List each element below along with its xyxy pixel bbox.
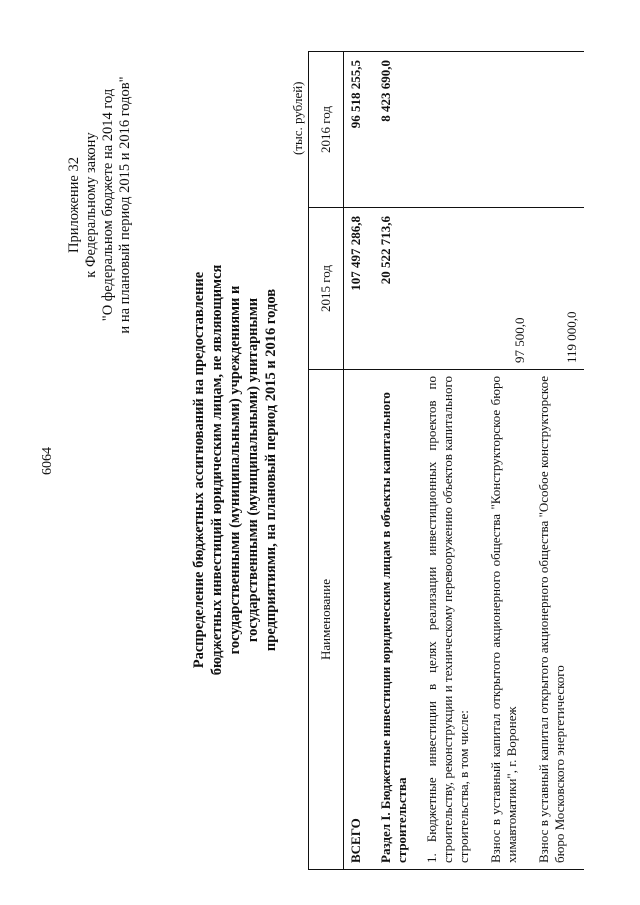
title-line: Распределение бюджетных ассигнований на предоставление <box>191 271 207 669</box>
row-name: Взнос в уставный капитал открытого акционерного общества "Конструкторское бюро химавтоматики", г. Воронеж <box>484 370 532 870</box>
table-row <box>532 52 584 870</box>
row-value-2015: 107 497 286,8 <box>344 208 375 370</box>
appendix-line: "О федеральном бюджете на 2014 год <box>100 88 116 322</box>
header-name: Наименование <box>309 370 344 870</box>
row-value-2015: 20 522 713,6 <box>374 208 420 370</box>
table-row <box>484 52 532 870</box>
row-value-2016: 8 423 690,0 <box>374 52 420 208</box>
table-header-row <box>309 52 344 870</box>
page-number: 6064 <box>40 447 55 475</box>
table-row <box>420 52 484 870</box>
header-2015: 2015 год <box>309 208 344 370</box>
row-value-2015 <box>420 208 484 370</box>
row-value-2015: 119 000,0 <box>532 208 584 370</box>
title-line: предприятиями, на плановый период 2015 и 2016 годов <box>263 288 279 652</box>
row-name: Взнос в уставный капитал открытого акционерного общества "Особое конструкторское бюро Московского энергетического <box>532 370 584 870</box>
row-name: 1. Бюджетные инвестиции в целях реализации инвестиционных проектов по строительству, реконструкции и техническому перевооружению объектов капитального строительства, в том числе: <box>420 370 484 870</box>
title-line: государственными (муниципальными) учреждениями и <box>227 285 243 655</box>
title-line: государственными (муниципальными) унитарными <box>245 297 261 643</box>
row-value-2016 <box>532 52 584 208</box>
row-value-2016 <box>420 52 484 208</box>
document-title <box>190 190 280 750</box>
header-2016: 2016 год <box>309 52 344 208</box>
table-row-section <box>374 52 420 870</box>
row-value-2016: 96 518 255,5 <box>344 52 375 208</box>
units-label: (тыс. рублей) <box>290 81 305 155</box>
budget-table <box>308 51 584 870</box>
title-line: бюджетных инвестиций юридическим лицам, не являющимся <box>209 264 225 676</box>
row-name: ВСЕГО <box>344 370 375 870</box>
row-value-2016 <box>484 52 532 208</box>
table-row-total <box>344 52 375 870</box>
appendix-line: Приложение 32 <box>66 157 82 253</box>
row-name: Раздел I. Бюджетные инвестиции юридическим лицам в объекты капитального строительства <box>374 370 420 870</box>
appendix-line: к Федеральному закону <box>83 132 99 278</box>
row-value-2015: 97 500,0 <box>484 208 532 370</box>
appendix-header <box>66 25 134 385</box>
appendix-line: и на плановый период 2015 и 2016 годов" <box>117 76 133 334</box>
